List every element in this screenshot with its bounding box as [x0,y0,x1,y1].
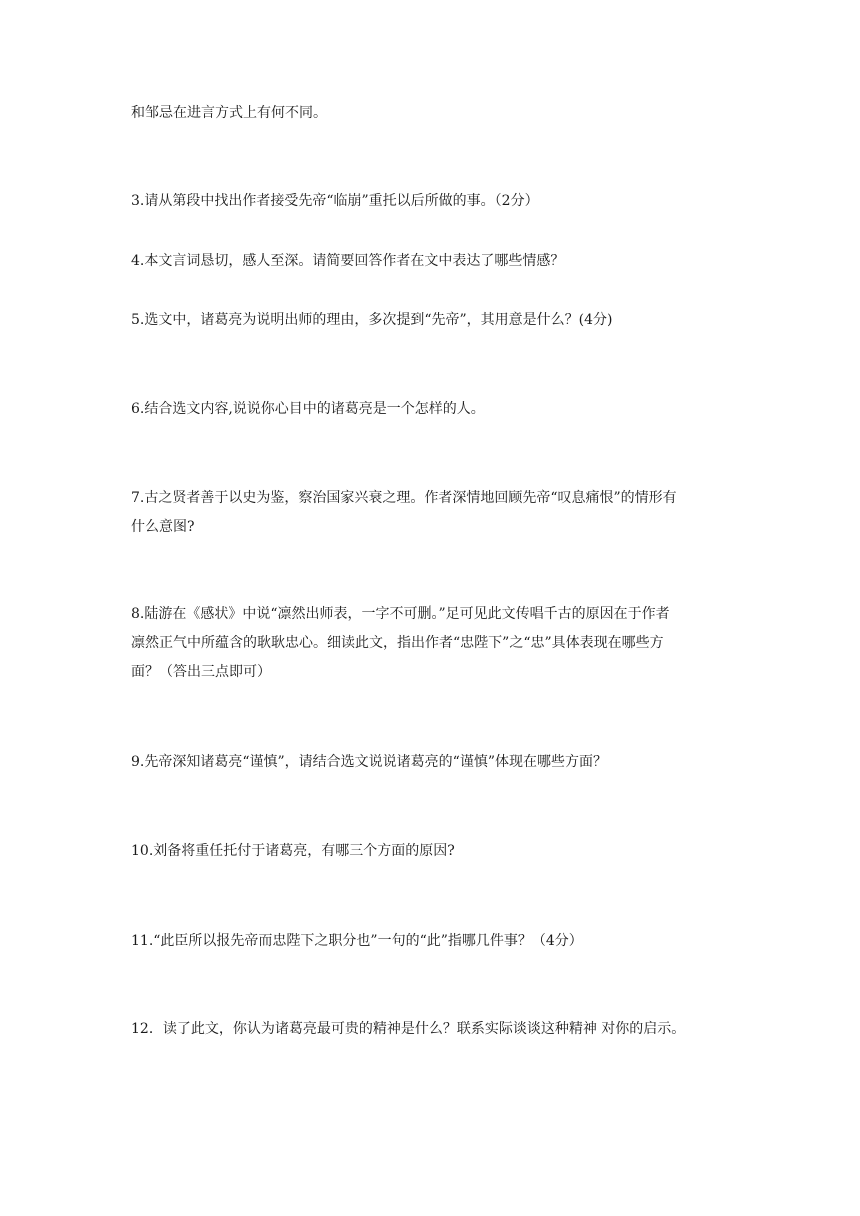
question-7-line-2: 什么意图? [131,519,195,535]
question-11: 11.“此臣所以报先帝而忠陛下之职分也”一句的“此”指哪几件事？（4分） [131,933,583,949]
question-8 [131,600,731,687]
question-5: 5.选文中，诸葛亮为说明出师的理由，多次提到“先帝”，其用意是什么？(4分) [131,312,613,328]
question-10: 10.刘备将重任托付于诸葛亮，有哪三个方面的原因? [131,843,455,859]
question-8-line-1: 8.陆游在《感状》中说“凛然出师表，一字不可删。”足可见此文传唱千古的原因在于作者 [131,606,670,622]
question-4: 4.本文言词恳切，感人至深。请简要回答作者在文中表达了哪些情感？ [131,253,565,269]
question-7 [131,484,731,542]
question-8-line-2: 凛然正气中所蕴含的耿耿忠心。细读此文，指出作者“忠陛下”之“忠”具体表现在哪些方 [131,635,664,651]
question-7-line-1: 7.古之贤者善于以史为鉴，察治国家兴衰之理。作者深情地回顾先帝“叹息痛恨”的情形有 [131,490,677,506]
question-3: 3.请从第段中找出作者接受先帝“临崩”重托以后所做的事。（2分） [131,193,539,209]
question-12: 12．读了此文，你认为诸葛亮最可贵的精神是什么？联系实际谈谈这种精神 对你的启示。 [131,1021,686,1037]
question-6: 6.结合选文内容,说说你心目中的诸葛亮是一个怎样的人。 [131,401,485,417]
question-9: 9.先帝深知诸葛亮“谨慎”，请结合选文说说诸葛亮的“谨慎”体现在哪些方面？ [131,754,607,770]
question-8-line-3: 面？（答出三点即可） [131,664,271,680]
question-2-continuation: 和邹忌在进言方式上有何不同。 [131,105,327,121]
